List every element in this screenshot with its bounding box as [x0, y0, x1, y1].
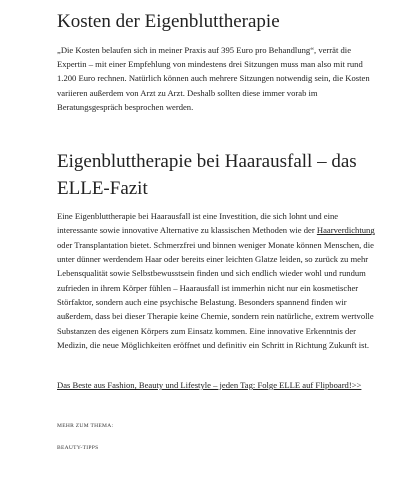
cost-heading: Kosten der Eigenbluttherapie [57, 11, 280, 32]
flipboard-link[interactable]: Das Beste aus Fashion, Beauty und Lifestyle – jeden Tag: Folge ELLE auf Flipboard!>> [57, 380, 362, 390]
flipboard-paragraph [57, 378, 377, 392]
beauty-tips-tag[interactable]: BEAUTY-TIPPS [57, 445, 99, 451]
fazit-text-before-link: Eine Eigenbluttherapie bei Haarausfall ist eine Investition, die sich lohnt und eine interessante sowie innovative Alternative zu klassischen Methoden wie der [57, 211, 339, 236]
cost-paragraph: „Die Kosten belaufen sich in meiner Praxis auf 395 Euro pro Behandlung“, verrät die Expertin – mit einer Empfehlung von mindestens drei Sitzungen muss man also mit rund 1.200 Euro rechnen. Natürlich können auch mehrere Sitzungen notwendig sein, die Kosten variieren außerdem von Arzt zu Arzt. Deshalb sollten diese immer vorab im Beratungsgespräch besprochen werden. [57, 45, 370, 112]
more-on-topic-label: MEHR ZUM THEMA: [57, 423, 114, 429]
fazit-text-after-link: oder Transplantation bietet. Schmerzfrei und binnen weniger Monate können Menschen, die unter dünner werdendem Haar oder bereits einer leichten Glatze leiden, so zurück zu mehr Lebensqualität sowie Selbstbewusstsein finden und sich endlich wieder wohl und rundum zufrieden in ihrem Körper fühlen – Haarausfall ist immerhin nicht nur ein kosmetischer Störfaktor, sondern auch eine psychische Belastung. Besonders spannend finden wir außerdem, dass bei dieser Therapie keine Chemie, sondern rein natürliche, extrem wertvolle Substanzen des eigenen Körpers zum Einsatz kommen. Eine innovative Erkenntnis der Medizin, die neue Möglichkeiten eröffnet und definitiv ein Schritt in Richtung Zukunft ist. [57, 239, 374, 351]
fazit-heading: Eigenbluttherapie bei Haarausfall – das ELLE-Fazit [57, 151, 357, 199]
fazit-paragraph [57, 209, 377, 352]
haarverdichtung-link[interactable]: Haarverdichtung [316, 225, 375, 236]
